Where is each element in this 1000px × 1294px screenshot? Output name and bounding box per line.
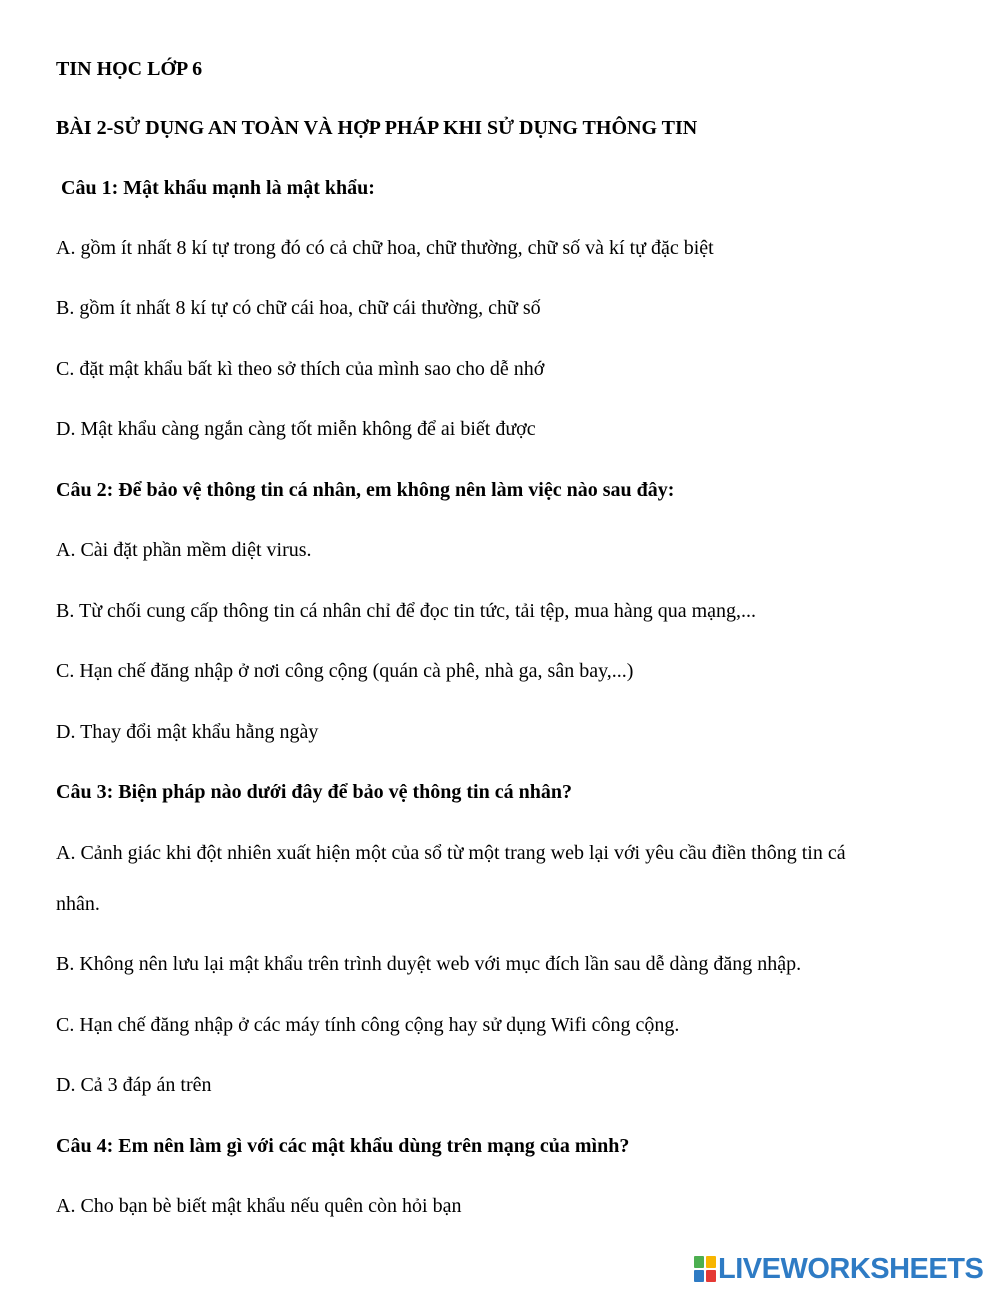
question-2-option-c: C. Hạn chế đăng nhập ở nơi công cộng (quán cà phê, nhà ga, sân bay,...) — [56, 660, 634, 682]
question-2-option-d: D. Thay đổi mật khẩu hằng ngày — [56, 721, 319, 743]
question-3-option-a-continued: nhân. — [56, 893, 100, 915]
question-4-option-a: A. Cho bạn bè biết mật khẩu nếu quên còn hỏi bạn — [56, 1195, 462, 1217]
question-3-option-a: A. Cảnh giác khi đột nhiên xuất hiện một của sổ từ một trang web lại với yêu cầu điền thông tin cá — [56, 842, 846, 864]
question-1-option-d: D. Mật khẩu càng ngắn càng tốt miễn không để ai biết được — [56, 418, 536, 440]
subject-title: TIN HỌC LỚP 6 — [56, 58, 203, 80]
lesson-title: BÀI 2-SỬ DỤNG AN TOÀN VÀ HỢP PHÁP KHI SỬ DỤNG THÔNG TIN — [56, 117, 698, 139]
question-2: Câu 2: Để bảo vệ thông tin cá nhân, em không nên làm việc nào sau đây: — [56, 479, 675, 501]
question-1-option-c: C. đặt mật khẩu bất kì theo sở thích của mình sao cho dễ nhớ — [56, 358, 545, 380]
logo-text: LIVEWORKSHEETS — [718, 1252, 984, 1285]
question-2-option-b: B. Từ chối cung cấp thông tin cá nhân chỉ để đọc tin tức, tải tệp, mua hàng qua mạng,... — [56, 600, 757, 622]
liveworksheets-logo[interactable] — [694, 1254, 983, 1284]
question-2-option-a: A. Cài đặt phần mềm diệt virus. — [56, 539, 312, 561]
question-3-option-d: D. Cả 3 đáp án trên — [56, 1074, 212, 1096]
question-4: Câu 4: Em nên làm gì với các mật khẩu dùng trên mạng của mình? — [56, 1135, 630, 1157]
question-3-option-b: B. Không nên lưu lại mật khẩu trên trình duyệt web với mục đích lần sau dễ dàng đăng nhập. — [56, 953, 802, 975]
liveworksheets-logo-icon — [694, 1256, 716, 1282]
question-3: Câu 3: Biện pháp nào dưới đây để bảo vệ thông tin cá nhân? — [56, 781, 572, 803]
question-3-option-c: C. Hạn chế đăng nhập ở các máy tính công cộng hay sử dụng Wifi công cộng. — [56, 1014, 680, 1036]
question-1: Câu 1: Mật khẩu mạnh là mật khẩu: — [61, 177, 375, 199]
question-1-option-b: B. gồm ít nhất 8 kí tự có chữ cái hoa, chữ cái thường, chữ số — [56, 297, 541, 319]
question-1-option-a: A. gồm ít nhất 8 kí tự trong đó có cả chữ hoa, chữ thường, chữ số và kí tự đặc biệt — [56, 237, 714, 259]
